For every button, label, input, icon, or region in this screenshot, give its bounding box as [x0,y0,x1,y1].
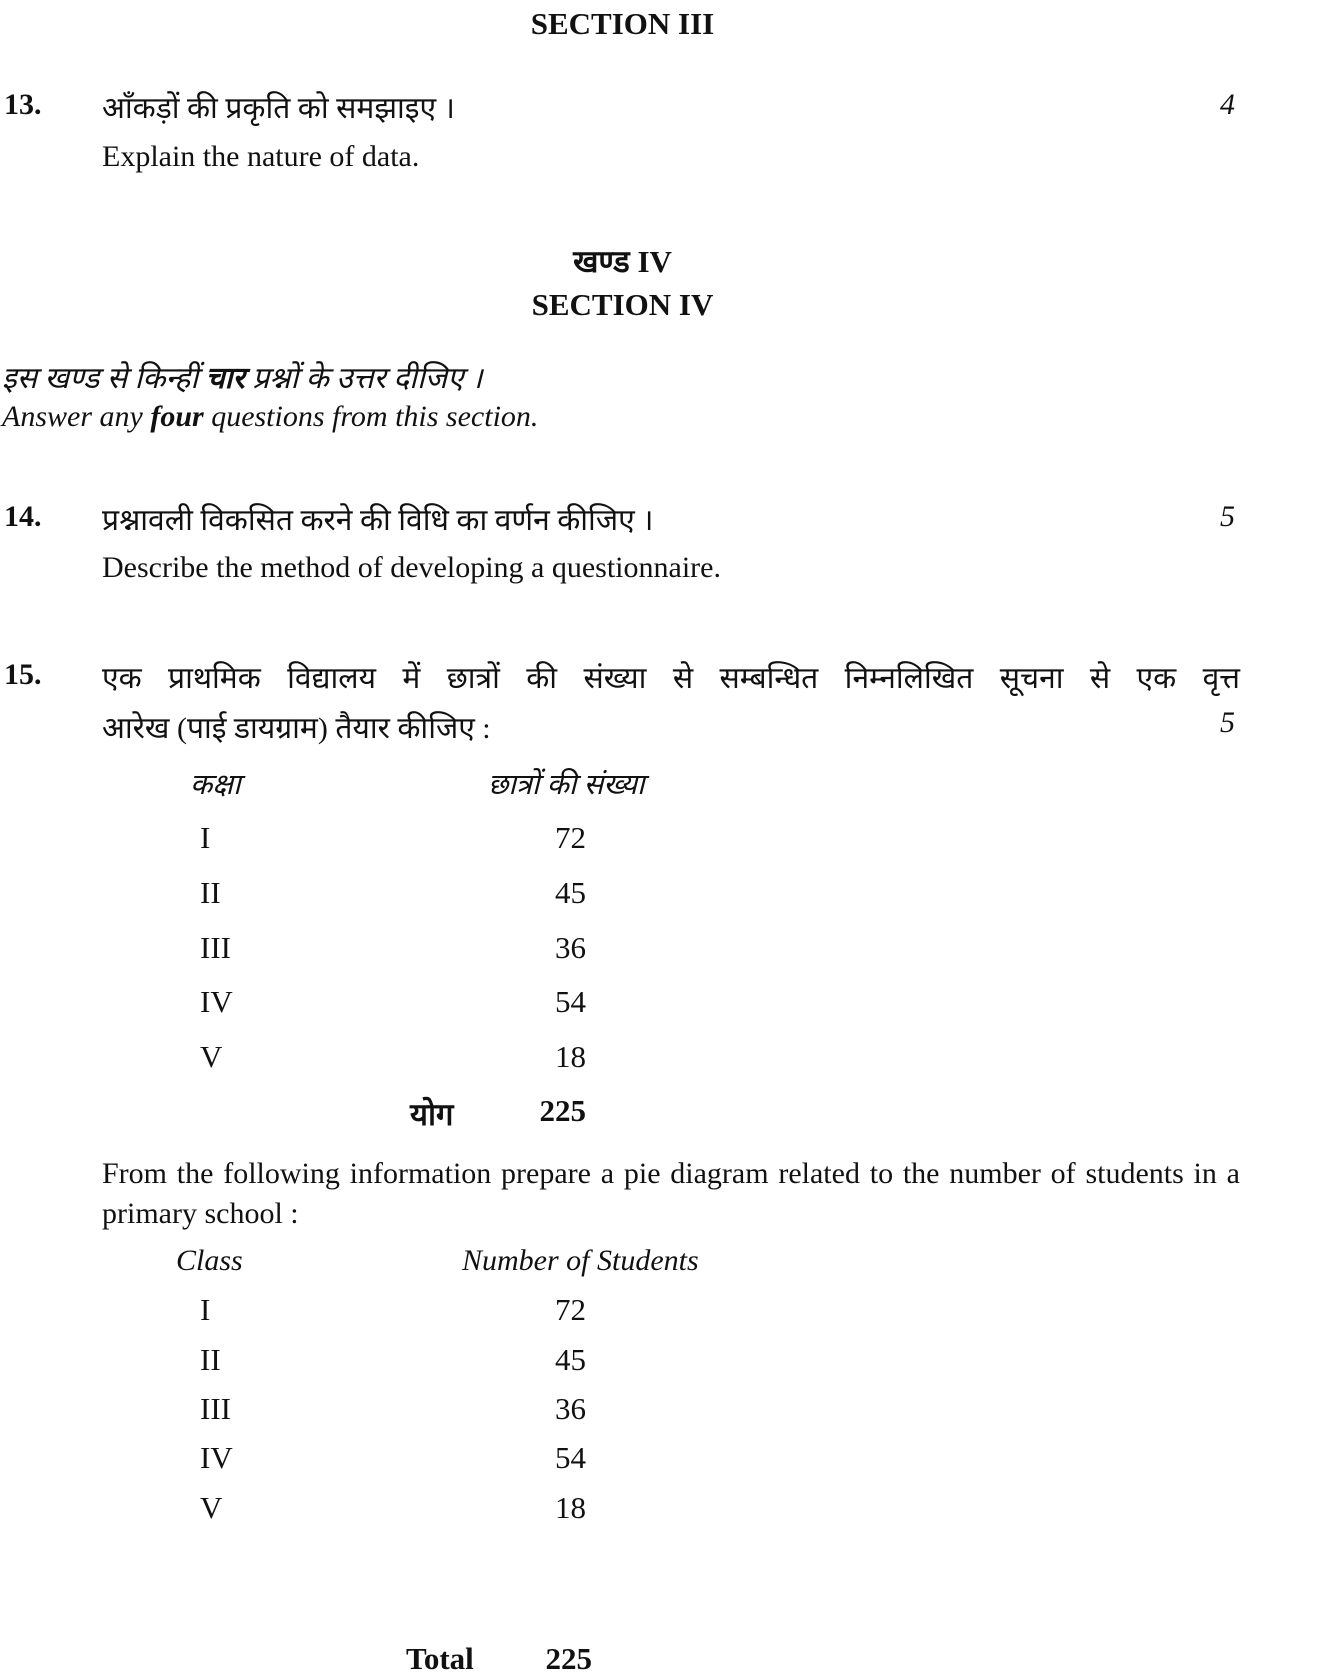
table-cell-students: 45 [555,1342,586,1377]
q15-number: 15. [4,658,42,691]
table-total-value: 225 [545,1641,592,1676]
table-cell-students: 72 [555,820,586,855]
table-cell-students: 54 [555,984,586,1019]
q13-marks: 4 [1220,88,1235,121]
table-cell-class: IV [200,1440,233,1475]
q14-number: 14. [4,500,42,533]
instruction-text: इस खण्ड से किन्हीं [2,362,206,395]
q15-hindi-line1: एक प्राथमिक विद्यालय में छात्रों की संख्या से सम्बन्धित निम्नलिखित सूचना से एक वृत्त [102,662,1240,695]
table-cell-class: III [200,930,231,965]
table-header-students: Number of Students [462,1244,699,1277]
section-iv-instruction-hindi [2,356,482,397]
table-cell-class: V [200,1039,223,1074]
table-cell-students: 18 [555,1490,586,1525]
table-cell-students: 36 [555,1391,586,1426]
q14-marks: 5 [1220,500,1235,533]
table-cell-students: 36 [555,930,586,965]
q13-english: Explain the nature of data. [102,140,420,173]
q13-number: 13. [4,88,42,121]
table-cell-students: 18 [555,1039,586,1074]
table-cell-students: 54 [555,1440,586,1475]
table-total-label: योग [410,1097,454,1132]
table-header-class: Class [176,1244,243,1277]
table-cell-class: I [200,1292,211,1327]
table-cell-class: IV [200,984,233,1019]
section-iii-heading: SECTION III [530,6,715,41]
instruction-emphasis: four [150,400,204,433]
table-total-label: Total [406,1641,474,1676]
q15-english: From the following information prepare a pie diagram related to the number of students in a primary school : [102,1157,1240,1230]
instruction-text: प्रश्नों के उत्तर दीजिए । [244,362,483,395]
q13-hindi: आँकड़ों की प्रकृति को समझाइए । [102,92,455,125]
section-iv-heading: SECTION IV [531,287,714,322]
table-header-class: कक्षा [190,769,241,801]
table-header-students: छात्रों की संख्या [488,769,645,801]
section-iv-heading-hindi: खण्ड IV [573,244,672,279]
table-cell-class: III [200,1391,231,1426]
q14-hindi: प्रश्नावली विकसित करने की विधि का वर्णन कीजिए । [102,504,654,537]
table-cell-class: II [200,1342,221,1377]
instruction-emphasis: चार [205,362,245,395]
section-iv-instruction-english [2,400,538,434]
table-cell-students: 72 [555,1292,586,1327]
table-cell-students: 45 [555,875,586,910]
q15-marks: 5 [1220,706,1235,739]
table-cell-class: II [200,875,221,910]
q15-hindi-line2: आरेख (पाई डायग्राम) तैयार कीजिए : [102,712,491,745]
instruction-text: questions from this section. [203,400,539,433]
table-cell-class: V [200,1490,223,1525]
table-cell-class: I [200,820,211,855]
instruction-text: Answer any [2,400,151,433]
q14-english: Describe the method of developing a questionnaire. [102,551,721,584]
table-total-value: 225 [539,1093,586,1128]
